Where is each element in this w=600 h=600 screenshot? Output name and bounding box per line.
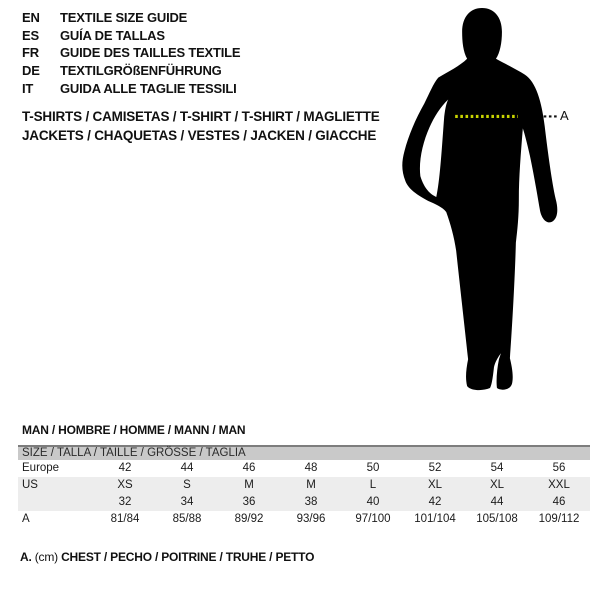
size-cell: L bbox=[369, 479, 377, 491]
size-cell: 89/92 bbox=[234, 513, 264, 525]
size-cell: 52 bbox=[428, 462, 442, 474]
size-cell: S bbox=[183, 479, 191, 491]
row-label bbox=[18, 494, 94, 511]
size-cell: 34 bbox=[180, 496, 194, 508]
size-cell: 101/104 bbox=[414, 513, 456, 525]
size-cell: 50 bbox=[366, 462, 380, 474]
chest-measure-label: A bbox=[560, 108, 569, 123]
measure-legend-text: CHEST / PECHO / POITRINE / TRUHE / PETTO bbox=[61, 550, 315, 564]
language-row bbox=[22, 44, 240, 62]
measure-legend-unit: (cm) bbox=[34, 550, 58, 564]
row-label: Europe bbox=[22, 462, 60, 474]
language-row bbox=[22, 9, 240, 27]
size-table bbox=[18, 445, 590, 528]
size-cell: 36 bbox=[242, 496, 256, 508]
size-cell: 105/108 bbox=[476, 513, 518, 525]
section-title-man: MAN / HOMBRE / HOMME / MANN / MAN bbox=[22, 423, 246, 437]
size-cell: 93/96 bbox=[296, 513, 326, 525]
language-label: GUÍA DE TALLAS bbox=[60, 27, 165, 43]
size-cell: 56 bbox=[552, 462, 566, 474]
category-line-jackets: JACKETS / CHAQUETAS / VESTES / JACKEN / GIACCHE bbox=[22, 127, 377, 143]
size-cell: 40 bbox=[366, 496, 380, 508]
size-cell: M bbox=[244, 479, 254, 491]
size-table-row-numeric bbox=[18, 494, 590, 511]
size-cell: M bbox=[306, 479, 316, 491]
language-label: TEXTILE SIZE GUIDE bbox=[60, 10, 188, 26]
size-cell: XL bbox=[489, 479, 505, 491]
size-cell: 42 bbox=[428, 496, 442, 508]
size-cell: 46 bbox=[552, 496, 566, 508]
size-cell: 81/84 bbox=[110, 513, 140, 525]
size-table-row-europe bbox=[18, 460, 590, 477]
size-table-header: SIZE / TALLA / TAILLE / GRÖSSE / TAGLIA bbox=[18, 447, 590, 460]
language-code: DE bbox=[22, 63, 40, 79]
size-cell: XS bbox=[117, 479, 133, 491]
category-lines bbox=[22, 108, 380, 145]
size-cell: 42 bbox=[118, 462, 132, 474]
size-cell: 44 bbox=[180, 462, 194, 474]
size-cell: 85/88 bbox=[172, 513, 202, 525]
category-line-tshirts: T-SHIRTS / CAMISETAS / T-SHIRT / T-SHIRT / MAGLIETTE bbox=[22, 109, 380, 124]
size-cell: 44 bbox=[490, 496, 504, 508]
row-label: A bbox=[22, 513, 30, 525]
language-label: GUIDE DES TAILLES TEXTILE bbox=[60, 45, 241, 61]
size-cell: 97/100 bbox=[355, 513, 391, 525]
size-cell: 46 bbox=[242, 462, 256, 474]
size-cell: XL bbox=[427, 479, 443, 491]
language-list bbox=[22, 9, 240, 97]
size-cell: 109/112 bbox=[538, 513, 580, 525]
row-label: US bbox=[22, 479, 38, 491]
size-cell: 54 bbox=[490, 462, 504, 474]
measure-legend bbox=[20, 550, 314, 564]
size-cell: XXL bbox=[548, 479, 570, 491]
language-row bbox=[22, 79, 240, 97]
language-code: IT bbox=[22, 80, 34, 96]
language-code: ES bbox=[22, 27, 39, 43]
size-table-row-us bbox=[18, 477, 590, 494]
language-label: TEXTILGRÖßENFÜHRUNG bbox=[60, 63, 222, 79]
language-row bbox=[22, 62, 240, 80]
man-silhouette-figure bbox=[400, 2, 580, 400]
size-cell: 48 bbox=[304, 462, 318, 474]
language-row bbox=[22, 27, 240, 45]
man-silhouette-icon bbox=[400, 2, 580, 400]
measure-legend-letter: A. bbox=[20, 550, 32, 564]
language-code: FR bbox=[22, 45, 39, 61]
size-cell: 32 bbox=[118, 496, 132, 508]
size-table-row-chest-cm bbox=[18, 511, 590, 528]
language-code: EN bbox=[22, 10, 40, 26]
size-cell: 38 bbox=[304, 496, 318, 508]
language-label: GUIDA ALLE TAGLIE TESSILI bbox=[60, 80, 237, 96]
